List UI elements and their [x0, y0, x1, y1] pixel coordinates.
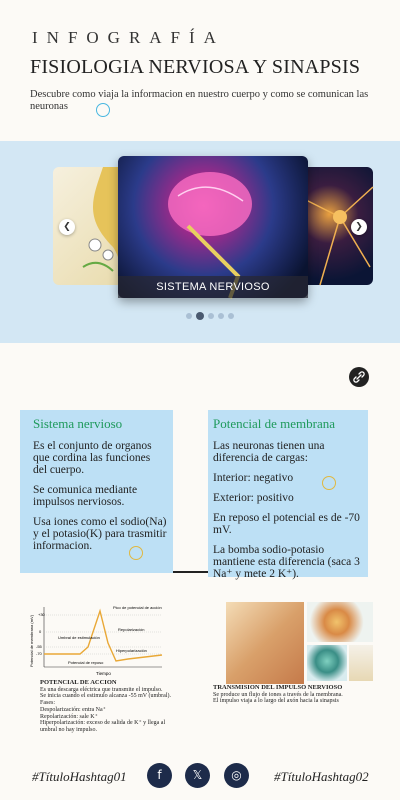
- x-axis-label: Tiempo: [96, 671, 111, 676]
- hashtag-right[interactable]: #TítuloHashtag02: [274, 769, 369, 784]
- carousel-dot[interactable]: [186, 313, 192, 319]
- carousel-slide-current[interactable]: [118, 156, 308, 298]
- carousel-dots: [186, 312, 234, 320]
- divider-line: [173, 571, 208, 573]
- caption-line: Hiperpolarización: exceso de salida de K⁺ y llega al umbral no hay impulso.: [40, 720, 166, 733]
- card-potencial-membrana: [208, 410, 368, 580]
- card-paragraph: Es el conjunto de organos que cordina las funciones del cuerpo.: [33, 440, 152, 476]
- synapse-illustration: [307, 602, 373, 642]
- card-title: Sistema nervioso: [33, 416, 123, 431]
- tick-label: 0: [39, 629, 42, 634]
- page-title: FISIOLOGIA NERVIOSA Y SINAPSIS: [30, 56, 361, 78]
- caption-line: Es una descarga eléctrica que transmite el impulso.: [40, 686, 163, 693]
- carousel-dot[interactable]: [218, 313, 224, 319]
- image-carousel: [0, 141, 400, 343]
- hashtag-left[interactable]: #TítuloHashtag01: [32, 769, 127, 784]
- card-paragraph: Las neuronas tienen una diferencia de cargas:: [213, 440, 325, 464]
- caption-transmision: [213, 685, 383, 705]
- action-potential-chart: [30, 603, 170, 679]
- y-axis-label: Potencial de membrana (mV): [29, 614, 34, 667]
- card-paragraph: Interior: negativo: [213, 472, 294, 484]
- card-paragraph: La bomba sodio-potasio mantiene esta diferencia (saca 3 Na⁺ y mete 2 K⁺).: [213, 544, 360, 580]
- page-description: Descubre como viaja la informacion en nuestro cuerpo y como se comunican las neuronas: [30, 89, 369, 112]
- card-paragraph: Se comunica mediante impulsos nerviosos.: [33, 484, 138, 508]
- decorative-circle: [322, 476, 336, 490]
- tick-label: -55: [36, 644, 42, 649]
- threshold-label: Umbral de estimulación: [58, 635, 100, 640]
- repol-label: Repolarización: [118, 627, 145, 632]
- hyper-label: Hiperpolarización: [116, 648, 147, 653]
- card-paragraph: En reposo el potencial es de -70 mV.: [213, 512, 360, 536]
- carousel-dot[interactable]: [228, 313, 234, 319]
- carousel-caption: SISTEMA NERVIOSO: [118, 276, 308, 298]
- facebook-icon[interactable]: f: [147, 763, 172, 788]
- chevron-right-icon[interactable]: ❯: [351, 219, 367, 235]
- x-icon[interactable]: 𝕏: [185, 763, 210, 788]
- caption-title: TRANSMISION DEL IMPULSO NERVIOSO: [213, 684, 343, 691]
- tick-label: +30: [38, 612, 45, 617]
- caption-line: Fases:: [40, 700, 55, 707]
- neuron-illustration: [226, 602, 304, 684]
- rest-label: Potencial de reposo: [68, 660, 104, 665]
- peak-label: Pico de potencial de acción: [113, 605, 162, 610]
- card-title: Potencial de membrana: [213, 416, 336, 431]
- caption-title: POTENCIAL DE ACCION: [40, 679, 117, 686]
- caption-line: El impulso viaja a lo largo del axón hacia la sinapsis: [213, 698, 339, 705]
- synapse-labels-illustration: [349, 645, 373, 681]
- decorative-circle: [96, 103, 110, 117]
- card-sistema-nervioso: [20, 410, 173, 573]
- kicker-label: INFOGRAFÍA: [32, 28, 225, 47]
- footer: [0, 760, 400, 800]
- link-icon[interactable]: [349, 367, 369, 387]
- card-paragraph: Usa iones como el sodio(Na) y el potasio(K) para trasmitir informacion.: [33, 516, 167, 552]
- carousel-dot-active[interactable]: [196, 312, 204, 320]
- synapse-detail-illustration: [307, 645, 347, 681]
- caption-potencial-accion: [40, 680, 180, 734]
- tick-label: -70: [36, 651, 42, 656]
- instagram-icon[interactable]: ◎: [224, 763, 249, 788]
- caption-line: Se inicia cuando el estimulo alcanza -55 mV (umbral).: [40, 693, 172, 700]
- carousel-dot[interactable]: [208, 313, 214, 319]
- chevron-left-icon[interactable]: ❮: [59, 219, 75, 235]
- caption-line: Repolarización: sale K⁺: [40, 713, 98, 720]
- card-paragraph: Exterior: positivo: [213, 492, 294, 504]
- caption-line: Despolarización: entra Na⁺: [40, 706, 106, 713]
- caption-line: Se produce un flujo de iones a través de la membrana.: [213, 691, 343, 698]
- decorative-circle: [129, 546, 143, 560]
